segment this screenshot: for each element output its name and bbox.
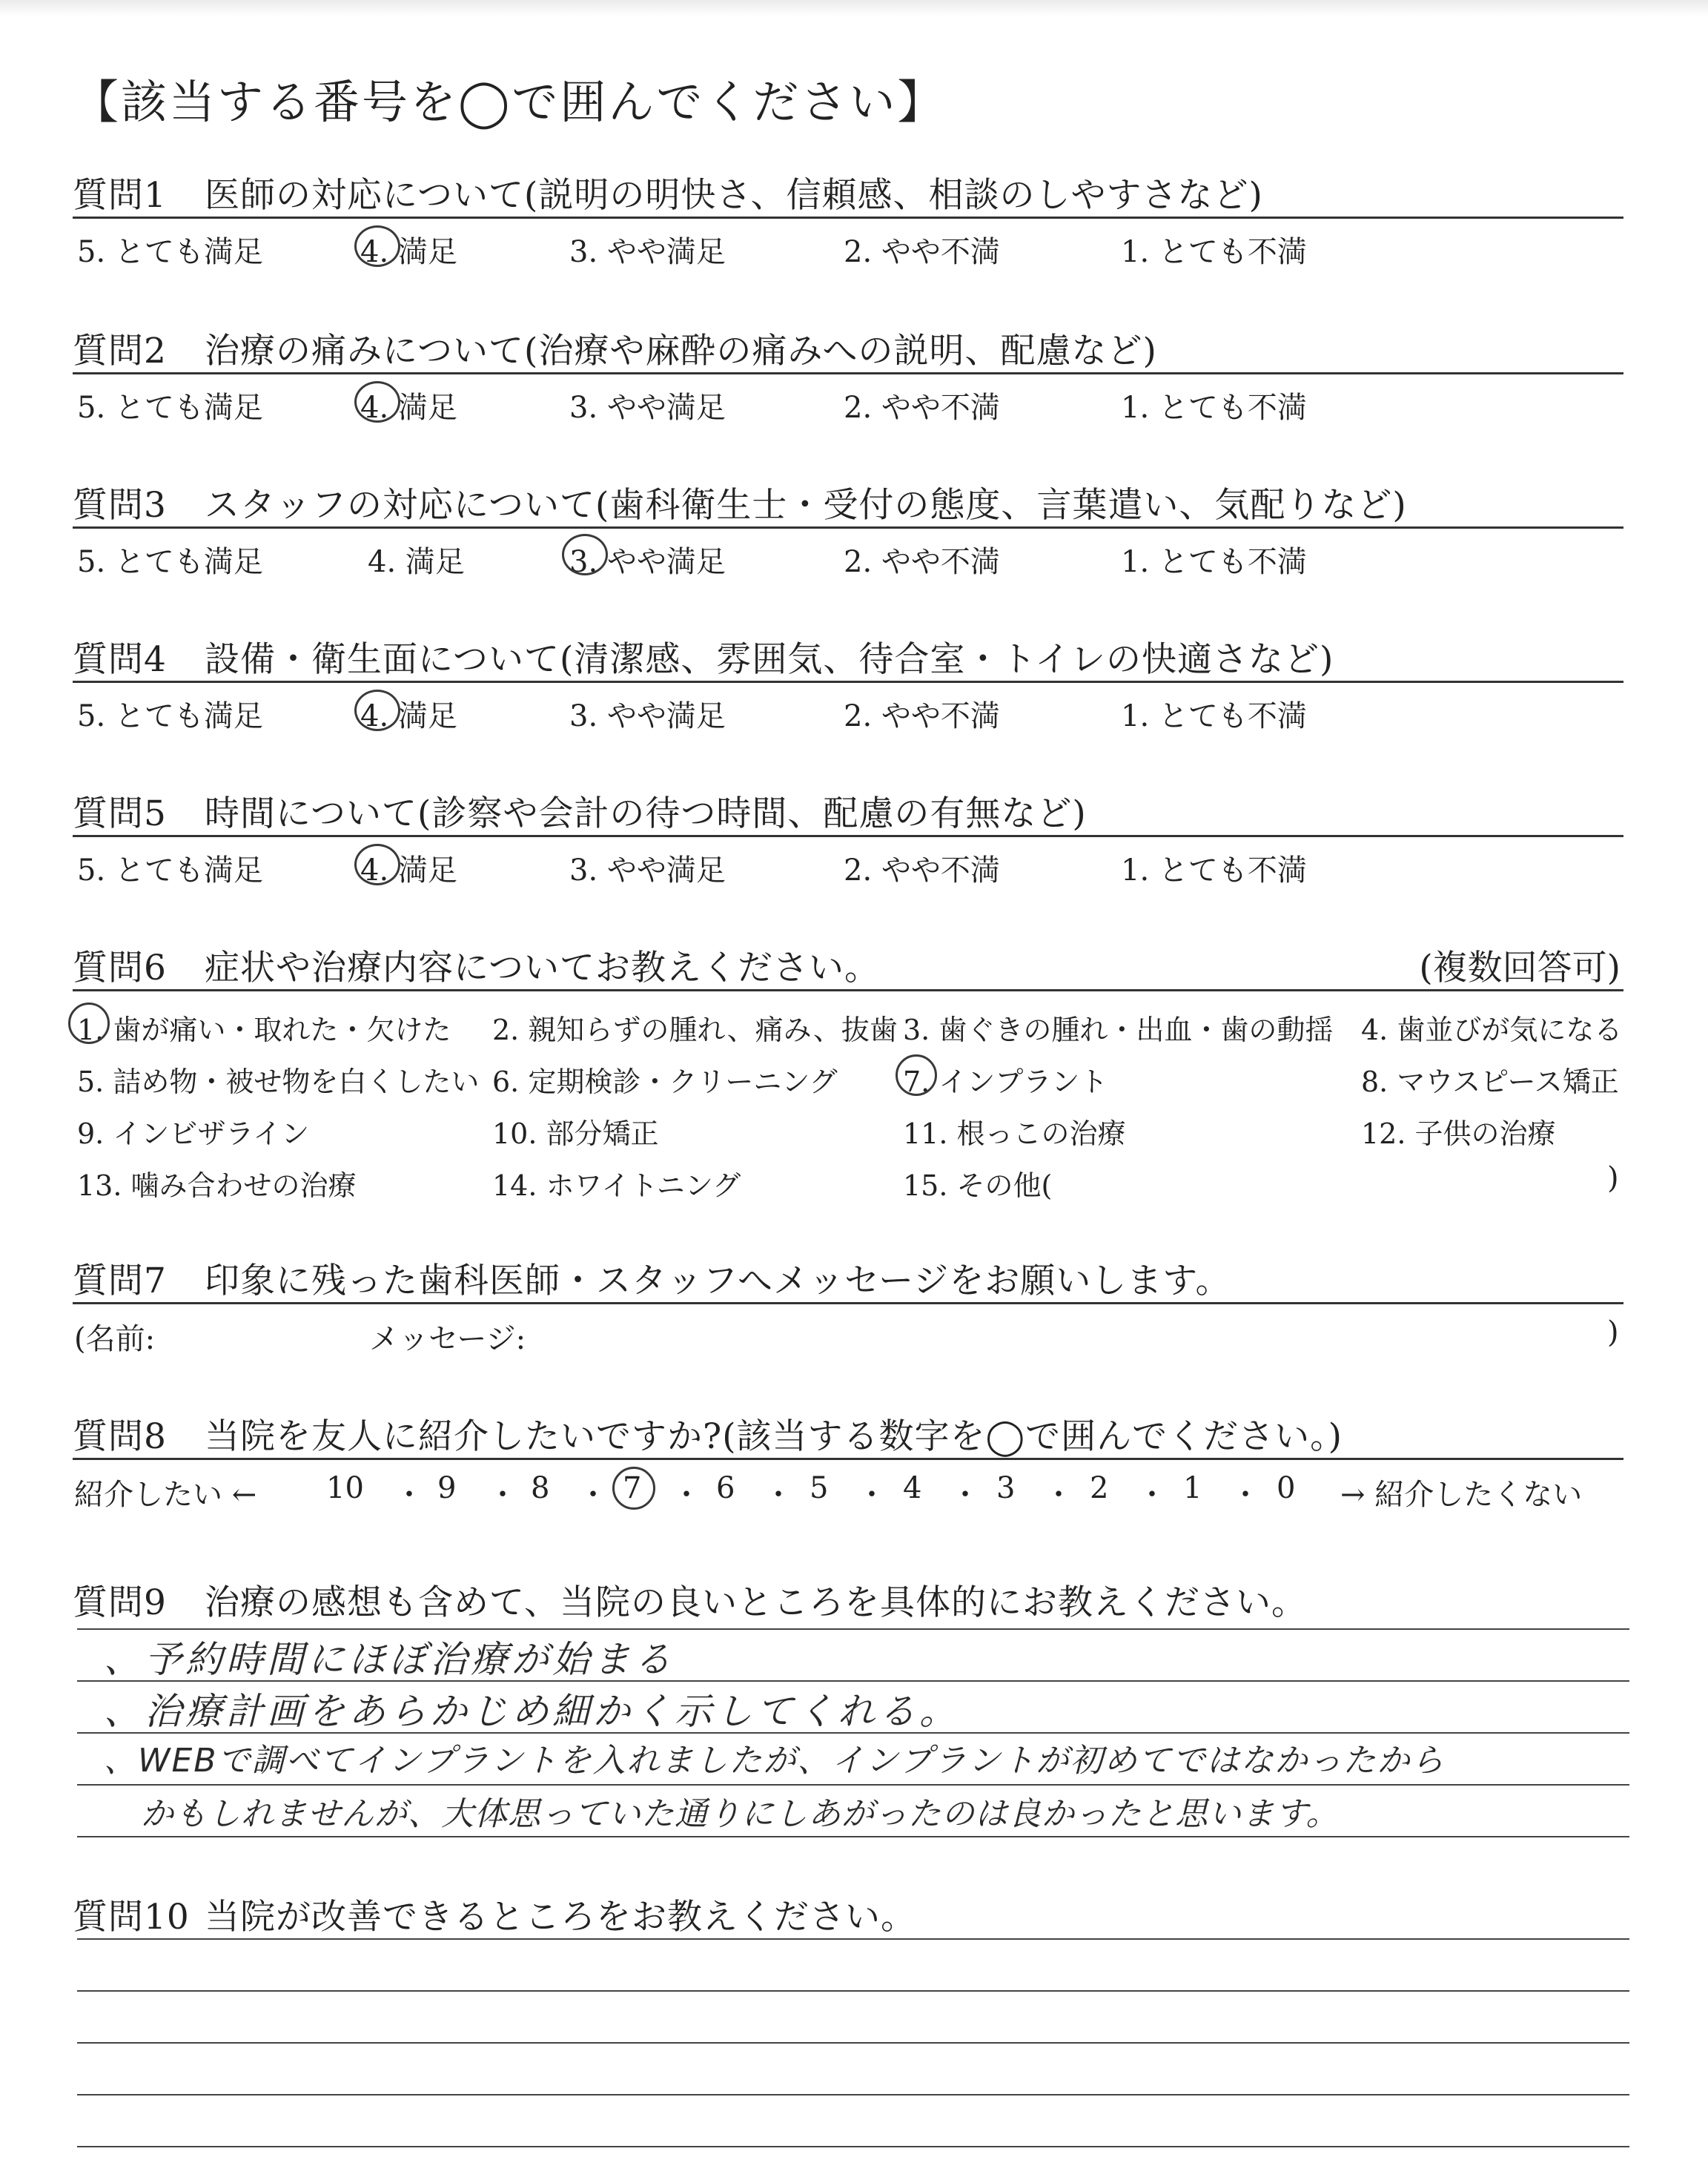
q1-answer-circle	[354, 225, 400, 267]
q6-other-close-paren: )	[1607, 1161, 1619, 1195]
question-3-rule	[73, 526, 1623, 529]
q1-option-4[interactable]: 4. 満足	[360, 235, 457, 269]
q8-dot: ・	[764, 1478, 793, 1512]
q8-score-1[interactable]: 1	[1183, 1471, 1202, 1505]
q8-dot: ・	[857, 1478, 887, 1512]
q3-answer-circle	[562, 534, 608, 575]
q5-option-3[interactable]: 3. やや満足	[569, 853, 726, 888]
q4-option-4[interactable]: 4. 満足	[360, 699, 457, 733]
q1-option-3[interactable]: 3. やや満足	[569, 235, 726, 269]
q8-score-0[interactable]: 0	[1277, 1471, 1296, 1505]
question-8-rule	[73, 1458, 1623, 1460]
question-8-text: 質問8 当院を友人に紹介したいですか?(該当する数字を◯で囲んでください。)	[73, 1416, 1343, 1457]
instruction-title: 【該当する番号を◯で囲んでください】	[73, 75, 946, 129]
q8-dot: ・	[578, 1478, 608, 1512]
q6-item-9[interactable]: 9. インビザライン	[77, 1117, 310, 1150]
q6-item-12[interactable]: 12. 子供の治療	[1361, 1117, 1556, 1150]
q6-item-1-circle	[68, 1003, 110, 1044]
q4-option-5[interactable]: 5. とても満足	[77, 699, 263, 733]
question-10-text: 質問10 当院が改善できるところをお教えください。	[73, 1897, 916, 1938]
q6-item-2[interactable]: 2. 親知らずの腫れ、痛み、抜歯	[492, 1014, 898, 1046]
q4-answer-circle	[354, 690, 400, 731]
q9-handwritten-line-3: 、WEBで調べてインプラントを入れましたが、インプラントが初めてではなかったから	[104, 1742, 1446, 1780]
q6-item-15[interactable]: 15. その他(	[903, 1169, 1053, 1202]
q6-item-14[interactable]: 14. ホワイトニング	[492, 1169, 741, 1202]
question-8	[73, 1409, 1629, 1513]
q3-option-4[interactable]: 4. 満足	[368, 545, 465, 579]
q8-answer-circle	[612, 1467, 655, 1510]
q1-option-5[interactable]: 5. とても満足	[77, 235, 263, 269]
q8-dot: ・	[394, 1478, 424, 1512]
question-1-text: 質問1 医師の対応について(説明の明快さ、信頼感、相談のしやすさなど)	[73, 175, 1263, 216]
question-2-text: 質問2 治療の痛みについて(治療や麻酔の痛みへの説明、配慮など)	[73, 331, 1157, 371]
question-7-rule	[73, 1302, 1623, 1304]
q1-option-1[interactable]: 1. とても不満	[1121, 235, 1307, 269]
question-2-rule	[73, 372, 1623, 374]
q9-handwritten-line-2: 、治療計画をあらかじめ細かく示してくれる。	[104, 1690, 960, 1733]
q6-item-11[interactable]: 11. 根っこの治療	[903, 1117, 1126, 1150]
q4-option-2[interactable]: 2. やや不満	[844, 699, 1000, 733]
question-9	[73, 1575, 1629, 1623]
question-4-rule	[73, 681, 1623, 683]
question-4-text: 質問4 設備・衛生面について(清潔感、雰囲気、待合室・トイレの快適さなど)	[73, 639, 1334, 680]
q8-dot: ・	[488, 1478, 517, 1512]
q5-option-1[interactable]: 1. とても不満	[1121, 853, 1307, 888]
q5-option-4[interactable]: 4. 満足	[360, 853, 457, 888]
q10-writing-line	[77, 2146, 1629, 2147]
q8-score-3[interactable]: 3	[996, 1471, 1016, 1505]
q3-option-2[interactable]: 2. やや不満	[844, 545, 1000, 579]
q8-score-2[interactable]: 2	[1090, 1471, 1109, 1505]
q6-item-7-circle	[896, 1054, 937, 1096]
q2-option-1[interactable]: 1. とても不満	[1121, 391, 1307, 425]
q8-dot: ・	[1137, 1478, 1167, 1512]
q8-dot: ・	[672, 1478, 701, 1512]
q8-score-5[interactable]: 5	[810, 1471, 829, 1505]
q10-writing-line	[77, 2094, 1629, 2095]
question-5-text: 質問5 時間について(診察や会計の待つ時間、配慮の有無など)	[73, 793, 1087, 834]
q6-item-1[interactable]: 1. 歯が痛い・取れた・欠けた	[77, 1014, 451, 1046]
q4-option-1[interactable]: 1. とても不満	[1121, 699, 1307, 733]
q2-option-2[interactable]: 2. やや不満	[844, 391, 1000, 425]
q2-option-5[interactable]: 5. とても満足	[77, 391, 263, 425]
q3-option-5[interactable]: 5. とても満足	[77, 545, 263, 579]
q3-option-1[interactable]: 1. とても不満	[1121, 545, 1307, 579]
q7-message-label: メッセージ:	[369, 1322, 526, 1356]
q8-left-label: 紹介したい ←	[74, 1478, 257, 1512]
q9-writing-line	[77, 1784, 1629, 1786]
q1-option-2[interactable]: 2. やや不満	[844, 235, 1000, 269]
question-7-text: 質問7 印象に残った歯科医師・スタッフへメッセージをお願いします。	[73, 1261, 1231, 1301]
question-6-text: 質問6 症状や治療内容についてお教えください。	[73, 948, 881, 988]
scan-top-edge	[0, 0, 1708, 16]
q6-item-10[interactable]: 10. 部分矯正	[492, 1117, 659, 1150]
question-10	[73, 1889, 1629, 1938]
q6-item-13[interactable]: 13. 噛み合わせの治療	[77, 1169, 357, 1202]
q9-handwritten-line-4: かもしれませんが、大体思っていた通りにしあがったのは良かったと思います。	[141, 1795, 1340, 1833]
q6-item-6[interactable]: 6. 定期検診・クリーニング	[492, 1066, 838, 1098]
q2-option-3[interactable]: 3. やや満足	[569, 391, 726, 425]
q8-score-7[interactable]: 7	[623, 1471, 642, 1505]
q8-score-9[interactable]: 9	[437, 1471, 457, 1505]
q8-score-8[interactable]: 8	[531, 1471, 550, 1505]
q8-score-4[interactable]: 4	[903, 1471, 922, 1505]
question-9-text: 質問9 治療の感想も含めて、当院の良いところを具体的にお教えください。	[73, 1582, 1308, 1623]
q6-item-8[interactable]: 8. マウスピース矯正	[1361, 1066, 1619, 1098]
q8-right-label: → 紹介したくない	[1340, 1478, 1583, 1512]
q8-dot: ・	[1231, 1478, 1260, 1512]
q8-score-10[interactable]: 10	[326, 1471, 364, 1505]
question-6	[73, 940, 1629, 1207]
q4-option-3[interactable]: 3. やや満足	[569, 699, 726, 733]
q10-writing-line	[77, 1990, 1629, 1992]
question-5	[73, 786, 1629, 888]
q8-dot: ・	[1044, 1478, 1073, 1512]
q8-dot: ・	[950, 1478, 980, 1512]
q6-item-5[interactable]: 5. 詰め物・被せ物を白くしたい	[77, 1066, 480, 1098]
question-3-text: 質問3 スタッフの対応について(歯科衛生士・受付の態度、言葉遣い、気配りなど)	[73, 485, 1407, 526]
q10-writing-line	[77, 2042, 1629, 2044]
q3-option-3[interactable]: 3. やや満足	[569, 545, 726, 579]
question-4	[73, 632, 1629, 733]
question-1	[73, 168, 1629, 269]
q6-item-3[interactable]: 3. 歯ぐきの腫れ・出血・歯の動揺	[903, 1014, 1334, 1046]
q6-item-7[interactable]: 7. インプラント	[903, 1066, 1108, 1098]
question-5-rule	[73, 835, 1623, 837]
q8-score-6[interactable]: 6	[716, 1471, 735, 1505]
question-7	[73, 1253, 1629, 1357]
q6-item-4[interactable]: 4. 歯並びが気になる	[1361, 1014, 1623, 1046]
question-1-rule	[73, 217, 1623, 219]
q7-name-label: (名前:	[74, 1322, 156, 1356]
q2-answer-circle	[354, 381, 400, 423]
question-6-rule	[73, 989, 1623, 991]
q2-option-4[interactable]: 4. 満足	[360, 391, 457, 425]
q9-handwritten-line-1: 、予約時間にほぼ治療が始まる	[104, 1638, 675, 1681]
q9-writing-line	[77, 1836, 1629, 1837]
q7-close-paren: )	[1607, 1315, 1619, 1350]
question-3	[73, 478, 1629, 579]
question-2	[73, 323, 1629, 425]
multiple-answers-note: (複数回答可)	[1419, 948, 1621, 988]
q5-answer-circle	[354, 844, 400, 885]
q10-writing-line	[77, 1938, 1629, 1940]
q5-option-5[interactable]: 5. とても満足	[77, 853, 263, 888]
q5-option-2[interactable]: 2. やや不満	[844, 853, 1000, 888]
